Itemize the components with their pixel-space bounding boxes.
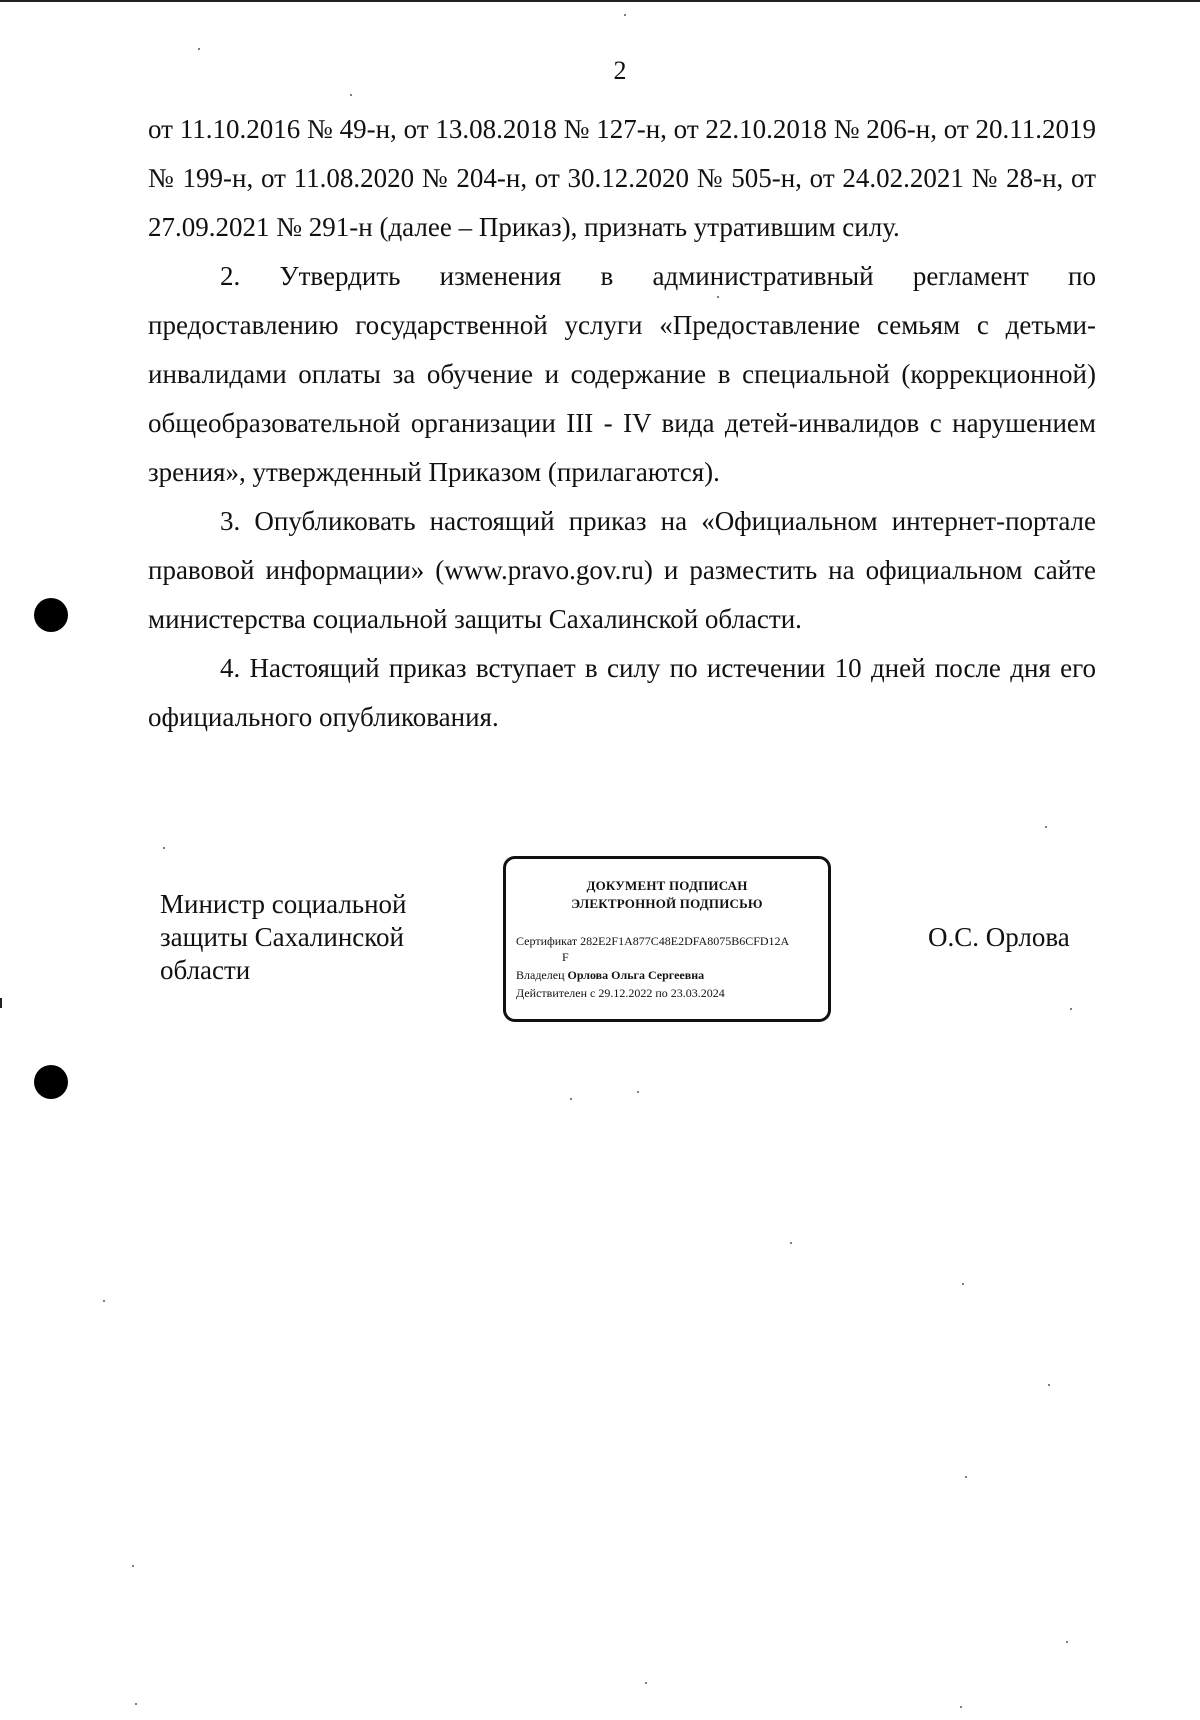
paragraph-item-3: 3. Опубликовать настоящий приказ на «Официальном интернет-портале правовой информации» (www.pravo.gov.ru) и разместить на официальном сайте министерства социальной защиты Сахалинской области. (148, 506, 1096, 634)
scan-edge-mark (0, 998, 2, 1008)
signer-position (160, 888, 450, 987)
signer-name: О.С. Орлова (928, 922, 1070, 952)
punch-hole-mark (34, 598, 68, 632)
paragraph-item-4: 4. Настоящий приказ вступает в силу по истечении 10 дней после дня его официального опубликования. (148, 653, 1096, 732)
stamp-owner-value: Орлова Ольга Сергеевна (567, 968, 705, 982)
stamp-certificate-continuation: F (562, 950, 569, 964)
paragraph-revocation: от 11.10.2016 № 49-н, от 13.08.2018 № 127-н, от 22.10.2018 № 206-н, от 20.11.2019 № 199-н, от 11.08.2020 № 204-н, от 30.12.2020 № 505-н, от 24.02.2021 № 28-н, от 27.09.2021 № 291-н (далее – Приказ), признать утратившим силу. (148, 114, 1096, 242)
stamp-heading (506, 877, 828, 913)
signer-position-line: защиты Сахалинской (160, 922, 404, 952)
scan-speck (350, 94, 352, 96)
scan-speck (960, 1706, 962, 1708)
paragraph-item-2: 2. Утвердить изменения в административный регламент по предоставлению государственной услуги «Предоставление семьям с детьми-инвалидами оплаты за обучение и содержание в специальной (коррекционной) общеобразовательной организации III - IV вида детей-инвалидов с нарушением зрения», утвержденный Приказом (прилагаются). (148, 261, 1096, 487)
signer-position-line: Министр социальной (160, 889, 407, 919)
scan-speck (717, 296, 719, 298)
scan-speck (198, 48, 200, 50)
scan-speck (962, 1283, 964, 1285)
scan-speck (1048, 1384, 1050, 1386)
scan-speck (1045, 826, 1047, 828)
stamp-validity: Действителен с 29.12.2022 по 23.03.2024 (516, 986, 725, 1000)
signer-position-line: области (160, 955, 251, 985)
scan-speck (103, 1300, 105, 1302)
stamp-heading-line: ДОКУМЕНТ ПОДПИСАН (586, 878, 748, 893)
scan-speck (132, 1565, 134, 1567)
stamp-owner-label: Владелец (516, 968, 565, 982)
scan-top-border (0, 0, 1200, 2)
electronic-signature-stamp (503, 856, 831, 1022)
page-number: 2 (613, 56, 627, 85)
stamp-owner (516, 967, 704, 983)
scan-speck (645, 1682, 647, 1684)
scan-speck (570, 1098, 572, 1100)
document-body (148, 105, 1096, 742)
scan-speck (1066, 1641, 1068, 1643)
scan-speck (624, 14, 626, 16)
stamp-certificate (516, 933, 789, 949)
scan-speck (163, 847, 165, 849)
punch-hole-mark (34, 1065, 68, 1099)
scan-speck (135, 1703, 137, 1705)
stamp-heading-line: ЭЛЕКТРОННОЙ ПОДПИСЬЮ (571, 896, 763, 911)
scan-speck (637, 1091, 639, 1093)
stamp-certificate-value: 282E2F1A877C48E2DFA8075B6CFD12A (580, 934, 790, 948)
scan-speck (1070, 1008, 1072, 1010)
scan-speck (790, 1242, 792, 1244)
stamp-certificate-label: Сертификат (516, 934, 578, 948)
scan-speck (965, 1476, 967, 1478)
